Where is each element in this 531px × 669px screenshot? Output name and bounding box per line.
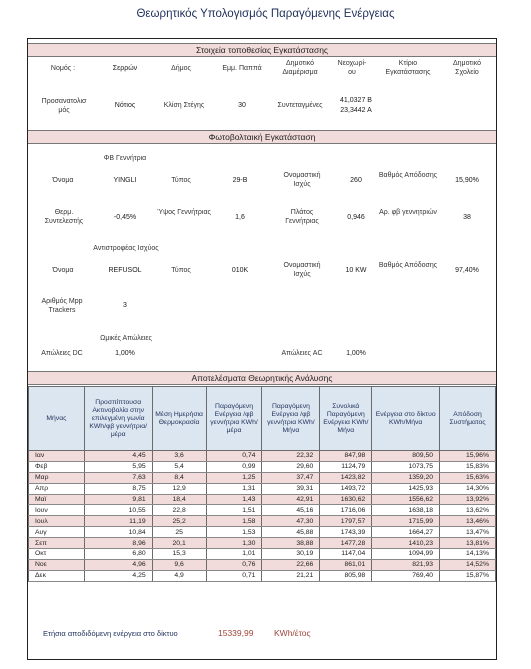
cell-month: Μαϊ [29,494,85,505]
cell-energy-month: 30,19 [262,549,320,560]
col-temperature-header: Μέση Ημερήσια Θερμοκρασία [152,387,206,451]
cell-total-energy: 1493,72 [320,483,372,494]
pv-efficiency-label: Βαθμός Απόδοσης [378,172,438,179]
cell-irradiation: 11,19 [84,516,152,527]
cell-month: Δεκ [29,570,85,581]
cell-month: Φεβ [29,461,85,472]
pv-name-value: YINGLI [113,177,137,184]
cell-system-efficiency: 13,46% [440,516,496,527]
school-label: Δημοτικό Σχολείο [452,60,482,76]
cell-month: Νοε [29,559,85,570]
cell-month: Μαρ [29,472,85,483]
cell-month: Σεπ [29,538,85,549]
dc-losses-label: Απώλειες DC [41,350,83,357]
cell-grid-energy: 809,50 [372,451,440,462]
document-title: Θεωρητικός Υπολογισμός Παραγόμενης Ενέργειας [136,8,395,20]
thermal-coeff-value: -0,45% [113,214,137,221]
cell-system-efficiency: 13,62% [440,505,496,516]
cell-grid-energy: 769,40 [372,570,440,581]
table-row [29,527,496,538]
cell-total-energy: 1477,28 [320,538,372,549]
cell-grid-energy: 1094,99 [372,549,440,560]
cell-energy-day: 1,53 [206,527,262,538]
nomos-label: Νομός : [50,65,76,72]
cell-grid-energy: 1664,27 [372,527,440,538]
cell-total-energy: 1716,06 [320,505,372,516]
cell-month: Ιαν [29,451,85,462]
generator-height-label: Ύψος Γεννήτριας [157,209,211,216]
results-section-header: Αποτελέσματα Θεωρητικής Ανάλυσης [28,371,496,385]
report-frame [27,38,497,660]
generator-count-label: Αρ. φβ γεννητριών [379,209,437,216]
ac-losses-value: 1,00% [346,350,366,357]
cell-irradiation: 8,75 [84,483,152,494]
col-energy-month-header: Παραγόμενη Ενέργεια /φβ γεννήτρια KWh/Μήνα [262,387,320,451]
pv-nominal-label: Ονομαστική Ισχύς [283,172,321,188]
area-label: Εμμ. Παππά [222,65,262,72]
mpp-trackers-label: Αριθμός Mpp Trackers [41,298,83,314]
cell-irradiation: 8,96 [84,538,152,549]
cell-temperature: 18,4 [152,494,206,505]
pv-name-label: Όνομα [52,177,74,184]
inverter-name-value: REFUSOL [108,267,142,274]
table-row [29,538,496,549]
cell-irradiation: 6,80 [84,549,152,560]
table-row [29,516,496,527]
cell-irradiation: 5,95 [84,461,152,472]
cell-energy-day: 1,51 [206,505,262,516]
cell-temperature: 15,3 [152,549,206,560]
cell-total-energy: 847,98 [320,451,372,462]
table-row [29,461,496,472]
cell-grid-energy: 1556,62 [372,494,440,505]
cell-irradiation: 4,45 [84,451,152,462]
cell-system-efficiency: 13,92% [440,494,496,505]
location-section-header: Στοιχεία τοποθεσίας Εγκατάστασης [28,43,496,57]
cell-energy-month: 22,32 [262,451,320,462]
cell-energy-month: 21,21 [262,570,320,581]
cell-energy-day: 0,71 [206,570,262,581]
cell-temperature: 9,6 [152,559,206,570]
cell-temperature: 20,1 [152,538,206,549]
cell-energy-month: 29,60 [262,461,320,472]
cell-system-efficiency: 14,30% [440,483,496,494]
cell-irradiation: 7,63 [84,472,152,483]
ohmic-losses-heading: Ωμικές Απώλειες [100,335,152,342]
cell-temperature: 22,8 [152,505,206,516]
table-row [29,494,496,505]
annual-energy-unit: KWh/έτος [274,628,311,638]
col-energy-day-header: Παραγόμενη Ενέργεια /φβ γεννήτρια KWh/μέρα [206,387,262,451]
cell-total-energy: 1630,62 [320,494,372,505]
dimos-label: Δήμος [171,65,191,72]
cell-energy-day: 1,58 [206,516,262,527]
orientation-value: Νότιος [114,102,136,109]
table-row [29,451,496,462]
cell-energy-month: 39,31 [262,483,320,494]
cell-system-efficiency: 15,96% [440,451,496,462]
cell-system-efficiency: 15,83% [440,461,496,472]
cell-irradiation: 9,81 [84,494,152,505]
cell-temperature: 12,9 [152,483,206,494]
cell-month: Οκτ [29,549,85,560]
cell-system-efficiency: 13,81% [440,538,496,549]
cell-temperature: 4,9 [152,570,206,581]
cell-system-efficiency: 13,47% [440,527,496,538]
cell-total-energy: 1124,79 [320,461,372,472]
cell-energy-month: 38,88 [262,538,320,549]
cell-grid-energy: 1410,23 [372,538,440,549]
cell-energy-day: 0,74 [206,451,262,462]
cell-irradiation: 4,25 [84,570,152,581]
inverter-efficiency-value: 97,40% [455,267,479,274]
generator-width-label: Πλάτος Γεννήτριας [285,209,319,225]
inverter-nominal-label: Ονομαστική Ισχύς [283,262,321,278]
pv-type-value: 29-Β [232,177,248,184]
cell-temperature: 25,2 [152,516,206,527]
pv-generator-heading: ΦΒ Γεννήτρια [103,155,147,162]
pv-efficiency-value: 15,90% [455,177,479,184]
table-row [29,549,496,560]
results-header-row [29,387,496,451]
cell-system-efficiency: 14,13% [440,549,496,560]
inverter-type-label: Τύπος [171,267,191,274]
cell-system-efficiency: 14,52% [440,559,496,570]
cell-irradiation: 10,84 [84,527,152,538]
cell-total-energy: 805,98 [320,570,372,581]
dc-losses-value: 1,00% [115,350,135,357]
cell-irradiation: 10,55 [84,505,152,516]
annual-energy-value: 15339,99 [218,628,254,638]
neochori-label: Νεοχωρί-ου [337,60,367,76]
cell-irradiation: 4,96 [84,559,152,570]
orientation-label: Προσανατολισ μός [41,98,87,114]
cell-grid-energy: 1359,20 [372,472,440,483]
cell-grid-energy: 1638,18 [372,505,440,516]
tilt-label: Κλίση Στέγης [163,102,205,109]
cell-energy-month: 42,91 [262,494,320,505]
cell-month: Ιουν [29,505,85,516]
generator-width-value: 0,946 [347,214,365,221]
cell-energy-month: 47,30 [262,516,320,527]
nomos-value: Σερρών [112,65,138,72]
cell-temperature: 8,4 [152,472,206,483]
cell-total-energy: 1743,39 [320,527,372,538]
cell-total-energy: 861,01 [320,559,372,570]
cell-energy-day: 1,31 [206,483,262,494]
pv-nominal-value: 260 [350,177,362,184]
pv-section-header: Φωτοβολταική Εγκατάσταση [28,130,496,144]
cell-grid-energy: 1425,93 [372,483,440,494]
col-grid-energy-header: Ενέργεια στο δίκτυο KWh/Μήνα [372,387,440,451]
cell-total-energy: 1147,04 [320,549,372,560]
cell-month: Αυγ [29,527,85,538]
coord-north: 41,0327 B [340,97,372,104]
cell-system-efficiency: 15,87% [440,570,496,581]
col-total-energy-header: Συνολικά Παραγόμενη Ενέργεια KWh/Μήνα [320,387,372,451]
cell-temperature: 5,4 [152,461,206,472]
cell-energy-month: 45,16 [262,505,320,516]
cell-grid-energy: 821,93 [372,559,440,570]
cell-energy-month: 45,88 [262,527,320,538]
generator-height-value: 1,6 [235,214,245,221]
ac-losses-label: Απώλειες AC [281,350,323,357]
inverter-nominal-value: 10 KW [345,267,367,274]
cell-energy-day: 0,99 [206,461,262,472]
cell-total-energy: 1797,57 [320,516,372,527]
table-row [29,570,496,581]
results-table [28,386,496,582]
pv-type-label: Τύπος [171,177,191,184]
cell-temperature: 3,6 [152,451,206,462]
annual-energy-label: Ετήσια αποδιδόμενη ενέργεια στο δίκτυο [43,629,178,638]
cell-energy-day: 1,30 [206,538,262,549]
coord-east: 23,3442 A [340,107,372,114]
generator-count-value: 38 [463,214,471,221]
cell-energy-month: 22,66 [262,559,320,570]
cell-system-efficiency: 15,63% [440,472,496,483]
cell-energy-day: 0,76 [206,559,262,570]
col-irradiation-header: Προσπίπτουσα Ακτινοβολία στην επιλεγμένη γωνία KWh/φβ γεννήτρια/μέρα [84,387,152,451]
col-month-header: Μήνας [29,387,85,451]
cell-energy-month: 37,47 [262,472,320,483]
table-row [29,505,496,516]
inverter-name-label: Όνομα [52,267,74,274]
table-row [29,559,496,570]
mpp-trackers-value: 3 [123,302,127,309]
col-system-efficiency-header: Απόδοση Συστήματος [440,387,496,451]
inverter-efficiency-label: Βαθμός Απόδοσης [378,262,438,269]
cell-grid-energy: 1715,99 [372,516,440,527]
cell-temperature: 25 [152,527,206,538]
cell-energy-day: 1,25 [206,472,262,483]
cell-energy-day: 1,43 [206,494,262,505]
inverter-heading: Αντιστροφέας Ισχύος [93,245,159,252]
cell-energy-day: 1,01 [206,549,262,560]
tilt-value: 30 [238,102,246,109]
coords-label: Συντεταγμένες [277,102,323,109]
dimotiko-diamerisma-label: Δημοτικό Διαμέρισμα [282,60,318,76]
thermal-coeff-label: Θερμ. Συντελεστής [44,209,84,225]
ktirio-label: Κτίριο Εγκατάστασης [385,60,431,76]
cell-month: Ιουλ [29,516,85,527]
table-row [29,472,496,483]
cell-grid-energy: 1073,75 [372,461,440,472]
cell-total-energy: 1423,82 [320,472,372,483]
inverter-type-value: 010K [231,267,249,274]
cell-month: Απρ [29,483,85,494]
table-row [29,483,496,494]
